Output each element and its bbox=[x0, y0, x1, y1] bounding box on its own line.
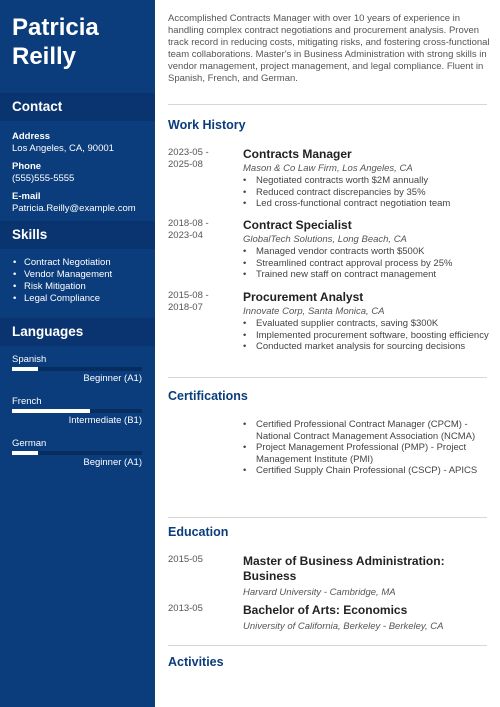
section-divider bbox=[168, 377, 487, 378]
school: Harvard University - Cambridge, MA bbox=[243, 587, 396, 598]
bullet-item: • Negotiated contracts worth $2M annually bbox=[243, 175, 493, 187]
main-content bbox=[155, 0, 500, 707]
certification-item: • Certified Supply Chain Professional (CSCP) - APICS bbox=[243, 465, 493, 477]
job-bullets bbox=[243, 175, 493, 210]
degree: Master of Business Administration: Business bbox=[243, 554, 445, 583]
bullet-item: • Implemented procurement software, boosting efficiency bbox=[243, 330, 493, 342]
work-date: 2015-08 - 2018-07 bbox=[168, 290, 209, 313]
work-details bbox=[243, 290, 493, 353]
first-name: Patricia bbox=[12, 14, 99, 41]
phone-value: (555)555-5555 bbox=[12, 173, 75, 184]
certification-item: • Certified Professional Contract Manager (CPCM) - National Contract Management Association (NCMA) bbox=[243, 419, 493, 442]
bullet-item: • Led cross-functional contract negotiation team bbox=[243, 198, 493, 210]
contact-section bbox=[0, 93, 155, 215]
language-level-fill bbox=[12, 367, 38, 371]
contact-heading: Contact bbox=[0, 93, 155, 121]
language-level: Beginner (A1) bbox=[83, 373, 142, 384]
language-level: Intermediate (B1) bbox=[68, 415, 142, 426]
education-details bbox=[243, 554, 493, 599]
language-level-fill bbox=[12, 451, 38, 455]
work-date: 2023-05 - 2025-08 bbox=[168, 147, 209, 170]
bullet-item: • Evaluated supplier contracts, saving $300K bbox=[243, 318, 493, 330]
address-value: Los Angeles, CA, 90001 bbox=[12, 143, 114, 154]
skill-item: • Contract Negotiation bbox=[12, 257, 155, 269]
education-date: 2015-05 bbox=[168, 554, 203, 565]
email-label: E-mail bbox=[12, 191, 41, 202]
language-item bbox=[12, 396, 142, 427]
email-value: Patricia.Reilly@example.com bbox=[12, 203, 136, 214]
company: Innovate Corp, Santa Monica, CA bbox=[243, 306, 385, 317]
language-name: French bbox=[12, 396, 42, 407]
education-details bbox=[243, 603, 493, 633]
language-level: Beginner (A1) bbox=[83, 457, 142, 468]
skills-heading: Skills bbox=[0, 221, 155, 249]
sidebar bbox=[0, 0, 155, 707]
section-divider bbox=[168, 645, 487, 646]
language-item bbox=[12, 438, 142, 469]
job-bullets bbox=[243, 318, 493, 353]
certification-item: • Project Management Professional (PMP) - Project Management Institute (PMI) bbox=[243, 442, 493, 465]
skill-item: • Vendor Management bbox=[12, 269, 155, 281]
language-item bbox=[12, 354, 142, 385]
work-date: 2018-08 - 2023-04 bbox=[168, 218, 209, 241]
certifications-heading: Certifications bbox=[168, 389, 248, 403]
degree: Bachelor of Arts: Economics bbox=[243, 603, 408, 617]
school: University of California, Berkeley - Berkeley, CA bbox=[243, 621, 444, 632]
skill-item: • Risk Mitigation bbox=[12, 281, 155, 293]
job-title: Procurement Analyst bbox=[243, 290, 364, 304]
language-level-bar bbox=[12, 451, 142, 455]
work-history-heading: Work History bbox=[168, 118, 246, 132]
phone-label: Phone bbox=[12, 161, 42, 172]
skills-list bbox=[12, 257, 155, 305]
language-name: German bbox=[12, 438, 47, 449]
company: Mason & Co Law Firm, Los Angeles, CA bbox=[243, 163, 413, 174]
language-level-fill bbox=[12, 409, 90, 413]
languages-heading: Languages bbox=[0, 318, 155, 346]
language-name: Spanish bbox=[12, 354, 47, 365]
section-divider bbox=[168, 517, 487, 518]
education-date: 2013-05 bbox=[168, 603, 203, 614]
candidate-name bbox=[0, 0, 155, 71]
professional-summary: Accomplished Contracts Manager with over 10 years of experience in handling complex contract negotiations and procurement analysis. Proven track record in reducing costs, mitigating risks, and fostering cross-functional team collaborations. Master's in Business Administration with strong skills in vendor management, project management, and legal compliance. Fluent in Spanish, French, and German. bbox=[168, 13, 490, 84]
languages-section bbox=[0, 318, 155, 469]
certifications-details bbox=[243, 419, 493, 477]
education-heading: Education bbox=[168, 525, 229, 539]
activities-heading: Activities bbox=[168, 655, 224, 669]
language-level-bar bbox=[12, 409, 142, 413]
last-name: Reilly bbox=[12, 43, 77, 70]
bullet-item: • Managed vendor contracts worth $500K bbox=[243, 246, 493, 258]
section-divider bbox=[168, 104, 487, 105]
language-level-bar bbox=[12, 367, 142, 371]
address-label: Address bbox=[12, 131, 51, 142]
job-bullets bbox=[243, 246, 493, 281]
bullet-item: • Trained new staff on contract management bbox=[243, 269, 493, 281]
bullet-item: • Reduced contract discrepancies by 35% bbox=[243, 187, 493, 199]
work-details bbox=[243, 218, 493, 281]
job-title: Contract Specialist bbox=[243, 218, 352, 232]
certifications-list bbox=[243, 419, 493, 477]
bullet-item: • Streamlined contract approval process by 25% bbox=[243, 258, 493, 270]
skills-section bbox=[0, 221, 155, 305]
job-title: Contracts Manager bbox=[243, 147, 352, 161]
work-details bbox=[243, 147, 493, 210]
skill-item: • Legal Compliance bbox=[12, 293, 155, 305]
company: GlobalTech Solutions, Long Beach, CA bbox=[243, 234, 407, 245]
bullet-item: • Conducted market analysis for sourcing decisions bbox=[243, 341, 493, 353]
